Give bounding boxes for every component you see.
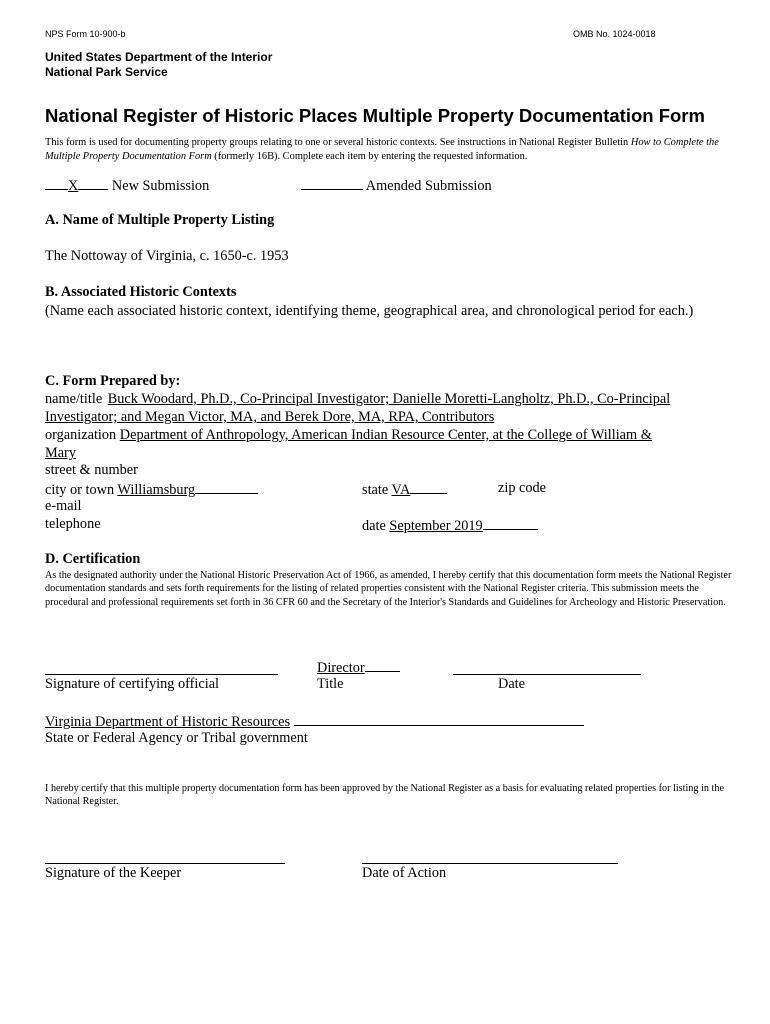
property-listing-name: The Nottoway of Virginia, c. 1650-c. 1953 [45, 248, 289, 264]
agency-value: Virginia Department of Historic Resources [45, 714, 291, 730]
name-title-label: name/title [45, 391, 103, 407]
keeper-signature-line [45, 863, 285, 864]
state-label: state [362, 482, 389, 498]
form-title: National Register of Historic Places Multiple Property Documentation Form [45, 105, 705, 126]
title-value: Director [317, 660, 365, 676]
signature-line [45, 674, 278, 675]
telephone-label: telephone [45, 516, 101, 532]
name-title-value-continued: Investigator; and Megan Victor, MA, and Berek Dore, MA, RPA, Contributors [45, 409, 495, 425]
city-label: city or town [45, 482, 115, 498]
agency-field [45, 712, 584, 731]
name-title-field [45, 391, 670, 408]
city-field [45, 480, 258, 499]
date-line [453, 674, 641, 675]
intro-text: This form is used for documenting property groups relating to one or several historic contexts. See instructions in National Register Bulletin How to Complete the Multiple Property Documentation Form (formerly 16B). Complete each item by entering the requested information. [45, 137, 719, 162]
service-name: National Park Service [45, 65, 168, 79]
street-label: street & number [45, 462, 138, 478]
omb-number: OMB No. 1024-0018 [573, 29, 656, 39]
name-title-value: Buck Woodard, Ph.D., Co-Principal Investigator; Danielle Moretti-Langholtz, Ph.D., Co-Principal [107, 391, 671, 407]
new-submission-mark: X [68, 178, 79, 194]
date-label: date [362, 518, 386, 534]
section-b-heading: B. Associated Historic Contexts [45, 284, 237, 300]
keeper-label: Signature of the Keeper [45, 865, 182, 881]
amended-submission[interactable] [301, 176, 492, 195]
zip-label: zip code [498, 480, 547, 496]
title-label: Title [317, 676, 344, 692]
approval-text: I hereby certify that this multiple property documentation form has been approved by the National Register as a basis for evaluating related properties for listing in the National Register. [45, 783, 724, 808]
date-label-cert: Date [498, 676, 525, 692]
organization-value-continued: Mary [45, 445, 76, 461]
new-submission-label: New Submission [111, 178, 210, 194]
date-value: September 2019 [389, 518, 483, 534]
organization-value: Department of Anthropology, American Indian Resource Center, at the College of William & [119, 427, 652, 443]
new-submission[interactable] [45, 176, 209, 195]
department-name: United States Department of the Interior [45, 50, 273, 64]
section-b-instruction: (Name each associated historic context, identifying theme, geographical area, and chronological period for each.) [45, 303, 694, 319]
date-field [362, 516, 538, 535]
form-number: NPS Form 10-900-b [45, 29, 126, 39]
organization-label: organization [45, 427, 117, 443]
email-label: e-mail [45, 498, 82, 514]
action-date-line [362, 863, 618, 864]
title-field [317, 658, 400, 677]
agency-label: State or Federal Agency or Tribal government [45, 730, 308, 746]
amended-submission-label: Amended Submission [365, 178, 492, 194]
section-a-heading: A. Name of Multiple Property Listing [45, 212, 275, 228]
organization-field [45, 427, 652, 444]
section-c-heading: C. Form Prepared by: [45, 373, 181, 389]
section-d-heading: D. Certification [45, 551, 141, 567]
action-date-label: Date of Action [362, 865, 447, 881]
signature-label: Signature of certifying official [45, 676, 220, 692]
state-value: VA [391, 482, 411, 498]
certification-text: As the designated authority under the National Historic Preservation Act of 1966, as amended, I hereby certify that this documentation form meets the National Register documentation standards and sets forth requirements for the listing of related properties consistent with the National Register criteria. This submission meets the procedural and professional requirements set forth in 36 CFR 60 and the Secretary of the Interior's Standards and Guidelines for Archeology and Historic Preservation. [45, 570, 732, 608]
state-field [362, 480, 447, 499]
city-value: Williamsburg [117, 482, 196, 498]
